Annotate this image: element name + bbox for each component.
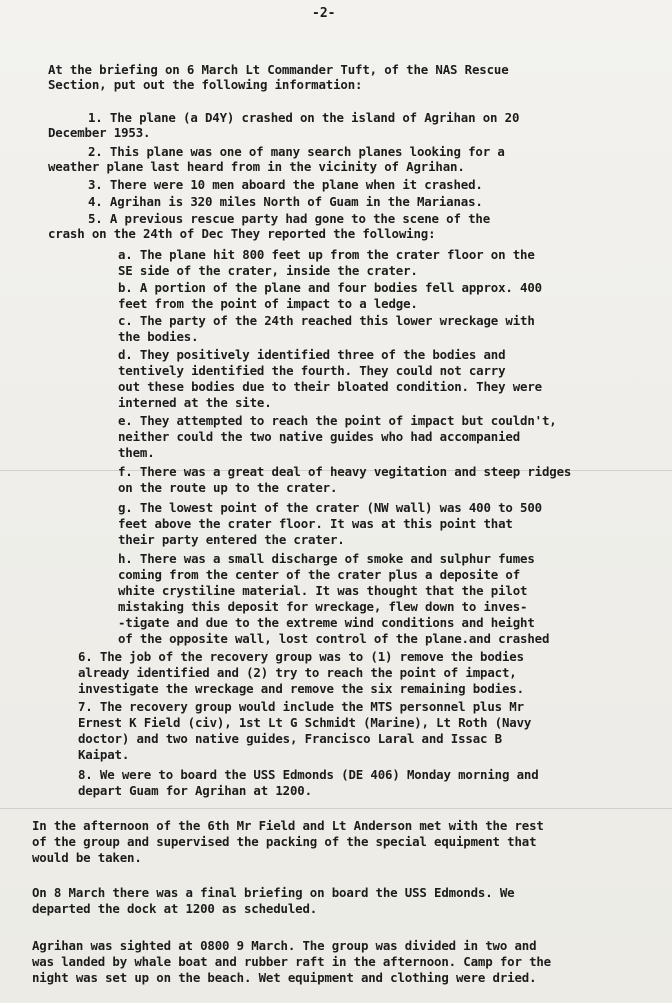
sub-item: c. The party of the 24th reached this lower wreckage with: [118, 313, 535, 328]
list-item: already identified and (2) try to reach the point of impact,: [78, 665, 517, 680]
list-item: 1. The plane (a D4Y) crashed on the island of Agrihan on 20: [88, 110, 520, 125]
paragraph-line: departed the dock at 1200 as scheduled.: [32, 901, 318, 916]
sub-item: white crystiline material. It was thought that the pilot: [118, 583, 528, 598]
list-item: Kaipat.: [78, 747, 130, 762]
sub-item: out these bodies due to their bloated condition. They were: [118, 379, 542, 394]
sub-item: feet from the point of impact to a ledge.: [118, 296, 418, 311]
sub-item: -tigate and due to the extreme wind conditions and height: [118, 615, 535, 630]
sub-item: tentively identified the fourth. They could not carry: [118, 363, 506, 378]
list-item: crash on the 24th of Dec They reported the following:: [48, 226, 436, 241]
sub-item: mistaking this deposit for wreckage, flew down to inves-: [118, 599, 528, 614]
paragraph-line: would be taken.: [32, 850, 142, 865]
list-item: weather plane last heard from in the vicinity of Agrihan.: [48, 159, 465, 174]
sub-item: g. The lowest point of the crater (NW wall) was 400 to 500: [118, 500, 542, 515]
paper-fold-line: [0, 808, 672, 809]
sub-item: h. There was a small discharge of smoke and sulphur fumes: [118, 551, 535, 566]
list-item: 8. We were to board the USS Edmonds (DE 406) Monday morning and: [78, 767, 539, 782]
paragraph-line: Agrihan was sighted at 0800 9 March. The group was divided in two and: [32, 938, 537, 953]
paragraph-line: night was set up on the beach. Wet equipment and clothing were dried.: [32, 970, 537, 985]
sub-item: a. The plane hit 800 feet up from the crater floor on the: [118, 247, 535, 262]
sub-item: b. A portion of the plane and four bodies fell approx. 400: [118, 280, 542, 295]
intro-line: At the briefing on 6 March Lt Commander Tuft, of the NAS Rescue: [48, 62, 509, 77]
list-item: Ernest K Field (civ), 1st Lt G Schmidt (Marine), Lt Roth (Navy: [78, 715, 532, 730]
intro-line: Section, put out the following information:: [48, 77, 363, 92]
list-item: 4. Agrihan is 320 miles North of Guam in the Marianas.: [88, 194, 483, 209]
sub-item: feet above the crater floor. It was at this point that: [118, 516, 513, 531]
paragraph-line: On 8 March there was a final briefing on board the USS Edmonds. We: [32, 885, 515, 900]
list-item: 3. There were 10 men aboard the plane when it crashed.: [88, 177, 483, 192]
sub-item: e. They attempted to reach the point of impact but couldn't,: [118, 413, 557, 428]
list-item: 5. A previous rescue party had gone to the scene of the: [88, 211, 491, 226]
list-item: 2. This plane was one of many search planes looking for a: [88, 144, 505, 159]
paragraph-line: was landed by whale boat and rubber raft in the afternoon. Camp for the: [32, 954, 551, 969]
list-item: depart Guam for Agrihan at 1200.: [78, 783, 312, 798]
sub-item: f. There was a great deal of heavy vegitation and steep ridges: [118, 464, 572, 479]
list-item: doctor) and two native guides, Francisco Laral and Issac B: [78, 731, 502, 746]
paragraph-line: In the afternoon of the 6th Mr Field and Lt Anderson met with the rest: [32, 818, 544, 833]
sub-item: on the route up to the crater.: [118, 480, 338, 495]
sub-item: their party entered the crater.: [118, 532, 345, 547]
list-item: 6. The job of the recovery group was to (1) remove the bodies: [78, 649, 524, 664]
page-number: -2-: [312, 6, 336, 21]
paragraph-line: of the group and supervised the packing of the special equipment that: [32, 834, 537, 849]
sub-item: coming from the center of the crater plus a deposite of: [118, 567, 521, 582]
sub-item: d. They positively identified three of the bodies and: [118, 347, 506, 362]
sub-item: the bodies.: [118, 329, 199, 344]
list-item: December 1953.: [48, 125, 151, 140]
sub-item: neither could the two native guides who had accompanied: [118, 429, 521, 444]
sub-item: of the opposite wall, lost control of the plane.and crashed: [118, 631, 550, 646]
sub-item: interned at the site.: [118, 395, 272, 410]
list-item: investigate the wreckage and remove the six remaining bodies.: [78, 681, 524, 696]
list-item: 7. The recovery group would include the MTS personnel plus Mr: [78, 699, 524, 714]
sub-item: SE side of the crater, inside the crater.: [118, 263, 418, 278]
sub-item: them.: [118, 445, 155, 460]
